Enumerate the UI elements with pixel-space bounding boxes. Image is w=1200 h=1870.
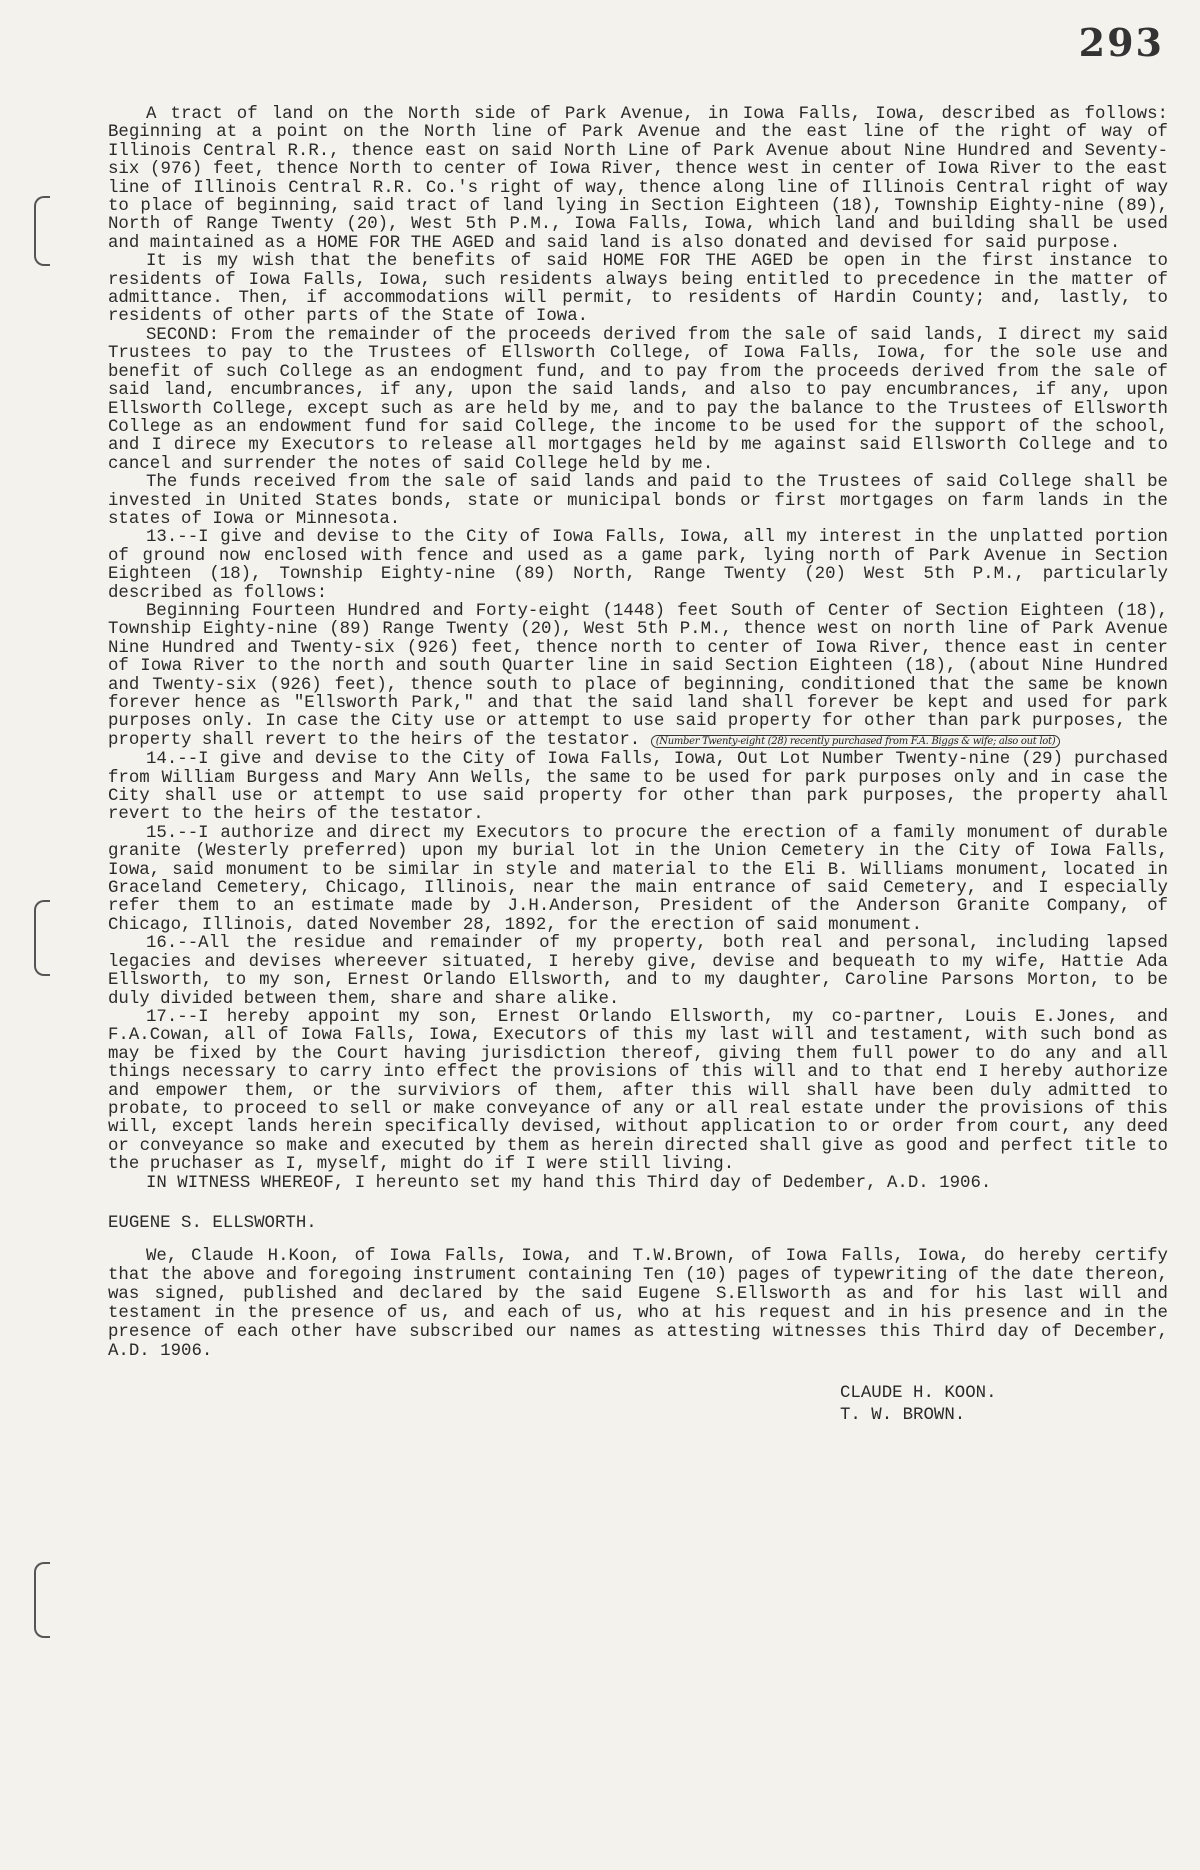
will-text (108, 106, 1168, 1427)
paragraph: 17.--I hereby appoint my son, Ernest Orlando Ellsworth, my co-partner, Louis E.Jones, and F.A.Cowan, all of Iowa Falls, Iowa, Executors of this my last will and testament, with such bond as may be fixed by the Court having jurisdiction thereof, giving them full power to do any and all things necessary to carry into effect the provisions of this will and to that end I hereby authorize and empower them, or the surviviors of them, after this will shall have been duly admitted to probate, to proceed to sell or make conveyance of any or all real estate under the provisions of this will, except lands herein specifically devised, without application to or order from court, any deed or conveyance so make and executed by them as herein directed shall give as good and perfect title to the pruchaser as I, myself, might do if I were still living. (108, 1007, 1168, 1175)
paragraph: 16.--All the residue and remainder of my property, both real and personal, including lapsed legacies and devises whereever situated, I hereby give, devise and bequeath to my wife, Hattie Ada Ellsworth, to my son, Ernest Orlando Ellsworth, and to my daughter, Caroline Parsons Morton, to be duly divided between them, share and share alike. (108, 934, 1168, 1009)
paragraph: We, Claude H.Koon, of Iowa Falls, Iowa, and T.W.Brown, of Iowa Falls, Iowa, do hereby certify that the above and foregoing instrument containing Ten (10) pages of typewriting of the date thereon, was signed, published and declared by the said Eugene S.Ellsworth as and for his last will and testament in the presence of us, and each of us, who at his request and in his presence and in the presence of each other have subscribed our names as attesting witnesses this Third day of December, A.D. 1906. (108, 1247, 1168, 1362)
paragraph-with-note (108, 603, 1168, 751)
page-number: 293 (1078, 20, 1164, 65)
paragraph: IN WITNESS WHEREOF, I hereunto set my hand this Third day of Dedember, A.D. 1906. (146, 1173, 992, 1193)
paragraph: 15.--I authorize and direct my Executors to procure the erection of a family monument of durable granite (Westerly preferred) upon my burial lot in the Union Cemetery in the City of Iowa Falls, Iowa, said monument to be similar in style and material to the Eli B. Williams monument, located in Graceland Cemetery, Chicago, Illinois, near the main entrance of said Cemetery, and I especially refer them to an estimate made by J.H.Anderson, President of the Anderson Granite Company, of Chicago, Illinois, dated November 28, 1892, for the erection of said monument. (108, 823, 1168, 935)
paragraph: The funds received from the sale of said lands and paid to the Trustees of said College shall be invested in United States bonds, state or municipal bonds or first mortgages on farm lands in the states of Iowa or Minnesota. (108, 473, 1168, 529)
paragraph: It is my wish that the benefits of said HOME FOR THE AGED be open in the first instance to residents of Iowa Falls, Iowa, such residents always being entitled to precedence in the matter of admittance. Then, if accommodations will permit, to residents of Hardin County; and, lastly, to residents of other parts of the State of Iowa. (108, 252, 1168, 327)
paragraph: SECOND: From the remainder of the proceeds derived from the sale of said lands, I direct my said Trustees to pay to the Trustees of Ellsworth College, of Iowa Falls, Iowa, for the sole use and benefit of such College as an endogment fund, and to pay from the proceeds derived from the sale of said land, encumbrances, if any, upon the said lands, and also to pay encumbrances, if any, upon Ellsworth College, except such as are held by me, and to pay the balance to the Trustees of Ellsworth College as an endowment fund for said College, the income to be used for the support of the school, and I direce my Executors to release all mortgages held by me against said Ellsworth College and to cancel and surrender the notes of said College held by me. (108, 325, 1168, 474)
paragraph: Beginning Fourteen Hundred and Forty-eight (1448) feet South of Center of Section Eighteen (18), Township Eighty-nine (89) Range Twenty (20), West 5th P.M., thence west on north line of Park Avenue Nine Hundred and Twenty-six (926) feet, thence north to center of Iowa River, thence east in center of Iowa River to the north and south Quarter line in said Section Eighteen (18), (about Nine Hundred and Twenty-six (926) feet), thence south to place of beginning, conditioned that the same be known forever hence as "Ellsworth Park," and that the said land shall forever be kept and used for park purposes only. In case the City use or attempt to use said property for other than park purposes, the property shall revert to the heirs of the testator. (108, 601, 1168, 750)
witness-name: T. W. BROWN. (840, 1406, 966, 1426)
margin-bracket-mark (34, 900, 50, 976)
witness-name: CLAUDE H. KOON. (840, 1384, 997, 1404)
handwritten-note: (Number Twenty-eight (28) recently purchased from F.A. Biggs & wife; also out lot) (651, 735, 1061, 748)
testator-signature: EUGENE S. ELLSWORTH. (108, 1213, 317, 1233)
paragraph: 14.--I give and devise to the City of Iowa Falls, Iowa, Out Lot Number Twenty-nine (29) purchased from William Burgess and Mary Ann Wells, the same to be used for park purposes only and in case the City shall use or attempt to use said property for other than park purposes, the property ahall revert to the heirs of the testator. (108, 750, 1168, 825)
margin-bracket-mark (34, 1562, 50, 1638)
margin-bracket-mark (34, 196, 50, 266)
attestation-clause (108, 1247, 1168, 1361)
witness-signatures (108, 1383, 1168, 1427)
paragraph: 13.--I give and devise to the City of Iowa Falls, Iowa, all my interest in the unplatted portion of ground now enclosed with fence and used as a game park, lying north of Park Avenue in Section Eighteen (18), Township Eighty-nine (89) North, Range Twenty (20) West 5th P.M., particularly described as follows: (108, 528, 1168, 603)
paragraph: A tract of land on the North side of Park Avenue, in Iowa Falls, Iowa, described as follows: Beginning at a point on the North line of Park Avenue and the east line of the right of way of Illinois Central R.R., thence east on said North Line of Park Avenue about Nine Hundred and Seventy-six (976) feet, thence North to center of Iowa River, thence west in center of Iowa River to the east line of Illinois Central R.R. Co.'s right of way, thence along line of Illinois Central right of way to place of beginning, said tract of land lying in Section Eighteen (18), Township Eighty-nine (89), North of Range Twenty (20), West 5th P.M., Iowa Falls, Iowa, which land and building shall be used and maintained as a HOME FOR THE AGED and said land is also donated and devised for said purpose. (108, 105, 1168, 253)
